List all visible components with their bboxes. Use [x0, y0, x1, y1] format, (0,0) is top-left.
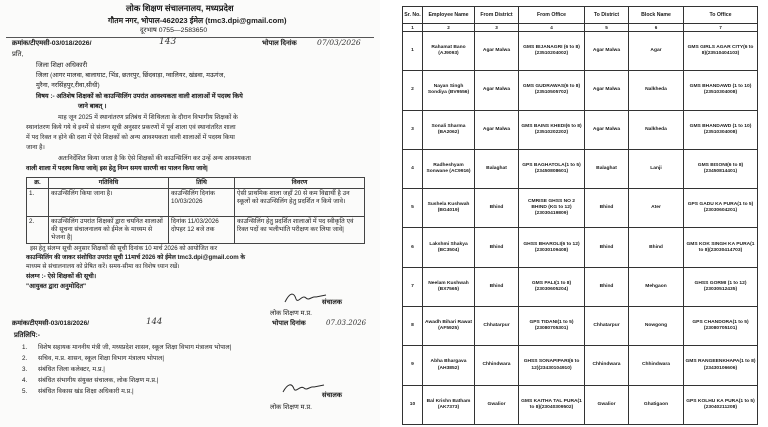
column-number: 6 — [629, 24, 684, 32]
copy-no: 5. — [22, 388, 28, 395]
column-number: 4 — [519, 24, 585, 32]
after-table-line: माध्यम से संचालनालय को प्रेषित करें। समय-सीमा का विशेष ध्यान रखें। — [26, 263, 180, 270]
cell-from-district: Agar Malwa — [475, 110, 519, 149]
copy-item: विशेष सहायक माननीय मंत्री जी, मध्यप्रदेश शासन, स्कूल शिक्षा विभाग मंत्रालय भोपाल| — [38, 344, 232, 351]
subject-line-2: जाने बाबत् । — [78, 103, 107, 110]
subject-line-1: विषय :- अतिशेष शिक्षकों को काउन्सिलिंग उपरांत आवश्यकता वाली शालाओं में पदस्थ किये — [36, 93, 243, 100]
ref2-place-date-label: भोपाल दिनांक — [272, 320, 306, 327]
cell-sr: 8 — [403, 307, 423, 346]
cell-sr: 3 — [403, 110, 423, 149]
cell-block: Bhind — [629, 228, 684, 267]
letter-page — [0, 0, 380, 427]
letter-org-heading: लोक शिक्षण संचालनालय, मध्यप्रदेश — [126, 3, 234, 13]
copy-no: 2. — [22, 355, 28, 362]
cell-employee-name: Bal Krishn Batham (AK7373) — [423, 385, 475, 424]
copy-no: 1. — [22, 344, 28, 351]
recipient-line-2: जिला (आगर मालवा, बालाघाट, भिंड, छतरपुर, छिंदवाड़ा, ग्वालियर, खंडवा, मऊगंज, — [36, 72, 226, 79]
after-table-line: काउन्सिलिंग की जाकर संशोधित उपरांत सूची 11मार्च 2026 को ईमेल tmc3.dpi@gmail.com के — [26, 254, 246, 261]
copy-item: संबंधित संभागीय संयुक्त संचालक, लोक शिक्षण म.प्र.| — [38, 377, 159, 384]
schedule-no: 2. — [27, 217, 49, 244]
cell-from-district: Bhind — [475, 189, 519, 228]
cell-block: Ghatigaon — [629, 385, 684, 424]
cell-to-district: Bhind — [585, 267, 629, 306]
schedule-row — [27, 189, 365, 217]
schedule-header-cell: तिथि — [169, 178, 235, 189]
ref-date-handwritten: 07/03/2026 — [317, 38, 361, 47]
cell-from-office: GMS BIJANAGRI (6 to 8)(23510204002) — [519, 32, 585, 71]
cell-block: Nowgong — [629, 307, 684, 346]
cell-to-district: Agar Malwa — [585, 32, 629, 71]
cell-from-office: GHSS SONAPIPARI(6 to 12)(23430104910) — [519, 346, 585, 385]
schedule-row — [27, 217, 365, 244]
cell-from-district: Bhind — [475, 267, 519, 306]
to-label: प्रति, — [12, 51, 24, 58]
cell-from-office: GPS TIDANI(1 to 5)(23080705301) — [519, 307, 585, 346]
cell-to-district: Balaghat — [585, 149, 629, 188]
cell-from-district: Gwalior — [475, 385, 519, 424]
cell-employee-name: Neelam Kushwah (BX7565) — [423, 267, 475, 306]
teacher-list-page — [392, 0, 768, 427]
cell-from-district: Balaghat — [475, 149, 519, 188]
schedule-date: काउन्सिलिंग दिनांक 10/03/2026 — [169, 189, 235, 217]
cell-block: Nalkheda — [629, 71, 684, 110]
cell-to-office: GHSS GORMI (1 to 12)(23030512435) — [684, 267, 758, 306]
cell-to-office: GMS KOK SINGH KA PURA(1 to 8)(23030414703) — [684, 228, 758, 267]
cell-from-office: GMS KAITHA TAL PURA(1 to 8)(23040309502) — [519, 385, 585, 424]
after-table-line: इस हेतु संलग्न सूची अनुसार शिक्षकों की सूची दिनांक 10 मार्च 2026 को आयोजित कर — [30, 245, 218, 252]
schedule-activity: काउन्सिलिंग किया जाना है। — [49, 189, 169, 217]
cell-to-office: GPS GADU KA PURA(1 to 5)(23030604201) — [684, 189, 758, 228]
letter-phone: दूरभाष 0755—2583650 — [140, 27, 208, 34]
copy-label: प्रतिलिपि:- — [14, 332, 41, 339]
body-line: में पद रिक्त न होने की दशा में ऐसे शिक्षकों को अन्य आवश्यकता वाली शालाओं में पदस्थ किया — [26, 134, 235, 141]
schedule-detail: काउन्सिलिंग हेतु प्रदर्शित शालाओं में पद स्वीकृति एवं रिक्त पदों का भलीभांति परीक्षण कर लिया जावे| — [235, 217, 365, 244]
column-number: 5 — [585, 24, 629, 32]
ref2-prefix: क्रमांक/टीएमसी-03/018/2026/ — [12, 320, 90, 327]
cell-from-office: GHSS BHAROLI(6 to 12)(23030109408) — [519, 228, 585, 267]
ref2-date-handwritten: 07.03.2026 — [326, 319, 367, 327]
cell-block: Chhindwara — [629, 346, 684, 385]
copy-item: सचिव, म.प्र. शासन, स्कूल शिक्षा विभाग मंत्रालय भोपाल| — [38, 355, 164, 362]
schedule-detail: ऐसी प्राथमिक शाला जहाँ 20 से कम विद्यार्थी है उन स्कूलों को काउन्सिलिंग हेतु प्रदर्शित न किये जावे। — [235, 189, 365, 217]
cell-sr: 7 — [403, 267, 423, 306]
cell-from-office: GMS PALI(1 to 8)(23030605204) — [519, 267, 585, 306]
cell-to-district: Agar Malwa — [585, 110, 629, 149]
cell-from-district: Chhindwara — [475, 346, 519, 385]
list-header-row — [403, 7, 758, 24]
cell-to-office: GMS BISONI(6 to 8)(23450814401) — [684, 149, 758, 188]
ref-number-handwritten: 143 — [159, 37, 177, 47]
signatory-title-2: संचालक — [322, 392, 342, 399]
cell-from-district: Agar Malwa — [475, 71, 519, 110]
cell-to-office: GMS GIRLS AGAR CITY(6 to 8)(23510404103) — [684, 32, 758, 71]
cell-employee-name: Sushela Kushwah (BG4019) — [423, 189, 475, 228]
column-number: 1 — [403, 24, 423, 32]
table-row — [403, 385, 758, 424]
cell-sr: 10 — [403, 385, 423, 424]
schedule-header-cell: क्र. — [27, 178, 49, 189]
copy-no: 3. — [22, 366, 28, 373]
cell-employee-name: Sonali Sharma (BA2062) — [423, 110, 475, 149]
cell-sr: 2 — [403, 71, 423, 110]
schedule-header-cell: गतिविधि — [49, 178, 169, 189]
table-row — [403, 110, 758, 149]
cell-employee-name: Radheshyam Sonwane (AC9916) — [423, 149, 475, 188]
ref-place-date-label: भोपाल दिनांक — [262, 40, 297, 47]
cell-from-district: Bhind — [475, 228, 519, 267]
cell-block: Nalkheda — [629, 110, 684, 149]
cell-to-office: GMS BHANDAWD (1 to 10)(23510304008) — [684, 71, 758, 110]
list-header-to-office: To Office — [684, 7, 758, 24]
cell-from-office: CMRISE GHSS NO 2 BHIND (KG to 12)(23030419809) — [519, 189, 585, 228]
table-row — [403, 149, 758, 188]
cell-to-office: GMS RANGEENKHAPA(1 to 8)(23430106606) — [684, 346, 758, 385]
cell-from-office: GPS BAGHATOLA(1 to 5)(23450808601) — [519, 149, 585, 188]
ref2-number-handwritten: 144 — [146, 317, 163, 327]
list-header-to-district: To District — [585, 7, 629, 24]
cell-employee-name: Abha Bhargava (AH3852) — [423, 346, 475, 385]
list-header-from-office: From Office — [519, 7, 585, 24]
signatory-title-1: संचालक — [322, 299, 342, 306]
column-number: 3 — [475, 24, 519, 32]
cell-to-office: GPS KOLHU KA PURA(1 to 5)(23040211208) — [684, 385, 758, 424]
schedule-header-cell: विवरण — [235, 178, 365, 189]
table-row — [403, 32, 758, 71]
schedule-date: दिनांक 11/03/2026 दोपहर 12 बजे तक — [169, 217, 235, 244]
cell-block: Agar — [629, 32, 684, 71]
table-row — [403, 228, 758, 267]
body-line: माह जून 2025 में स्थानांतरण प्रतिबंध में शिथिलता के दौरान विभागीय शिक्षकों के — [58, 114, 238, 121]
cell-to-district: Bhind — [585, 189, 629, 228]
cell-employee-name: Rahamat Bano (AJ9093) — [423, 32, 475, 71]
signatory-org-1: लोक शिक्षण म.प्र. — [270, 310, 312, 317]
copy-item: संबंधित जिला कलेक्टर, म.प्र.| — [38, 366, 105, 373]
recipient-line-3: मुरैना, नरसिंहपुर,रीवा,सीधी) — [36, 82, 100, 89]
cell-to-district: Gwalior — [585, 385, 629, 424]
list-header-from-district: From District — [475, 7, 519, 24]
cell-to-district: Bhind — [585, 228, 629, 267]
recipient-line-1: जिला शिक्षा अधिकारी — [36, 62, 88, 69]
cell-block: Mehgaon — [629, 267, 684, 306]
cell-employee-name: Awadh Bihari Rawat (AF5925) — [423, 307, 475, 346]
body-line: जाना है। — [26, 144, 45, 151]
cell-from-office: GMS BAINS KHEDI(6 to 8)(23510202202) — [519, 110, 585, 149]
cell-to-office: GMS BHANDAWD (1 to 10)(23510304008) — [684, 110, 758, 149]
cell-to-district: Chhatarpur — [585, 307, 629, 346]
list-header-sr: Sr. No. — [403, 7, 423, 24]
letter-address: गौतम नगर, भोपाल-462023 ईमेल (tmc3.dpi@gmail.com) — [108, 16, 287, 25]
list-column-number-row — [403, 24, 758, 32]
approval-note: "आयुक्त द्वारा अनुमोदित" — [26, 283, 87, 290]
cell-employee-name: Lakshmi Shakya (BC3504) — [423, 228, 475, 267]
ref-number-prefix: क्रमांक/टीएमसी-03/018/2026/ — [12, 40, 92, 47]
column-number: 7 — [684, 24, 758, 32]
body-line: स्थानांतरण किये गये थे इनमें से संलग्न सूची अनुसार प्रकरणों में पूर्व शाला एवं स्थानांतरित शाला — [26, 124, 236, 131]
list-header-block: Block Name — [629, 7, 684, 24]
column-number: 2 — [423, 24, 475, 32]
table-row — [403, 307, 758, 346]
table-row — [403, 267, 758, 306]
cell-from-district: Agar Malwa — [475, 32, 519, 71]
cell-to-district: Chhindwara — [585, 346, 629, 385]
cell-to-district: Agar Malwa — [585, 71, 629, 110]
copy-no: 4. — [22, 377, 28, 384]
schedule-table — [26, 177, 365, 244]
table-row — [403, 346, 758, 385]
cell-employee-name: Nayan Singh Sondiya (BV9556) — [423, 71, 475, 110]
cell-sr: 5 — [403, 189, 423, 228]
cell-to-office: GPS CHANDORA(1 to 5)(23080705101) — [684, 307, 758, 346]
schedule-no: 1. — [27, 189, 49, 217]
cell-from-office: GMS GUDRAWAS(6 to 8)(23510505702) — [519, 71, 585, 110]
teacher-list-table — [402, 6, 758, 425]
schedule-activity: काउन्सिलिंग उपरांत शिक्षकों द्वारा चयनित शालाओं की सूचना संचालनालय को ईमेल के माध्यम से भेजना है| — [49, 217, 169, 244]
cell-block: Ater — [629, 189, 684, 228]
enclosure-note: संलग्न :- ऐसे शिक्षकों की सूची। — [26, 273, 97, 280]
cell-from-district: Chhatarpur — [475, 307, 519, 346]
copy-item: संबंधित विकास खंड शिक्षा अधिकारी म.प्र.| — [38, 388, 134, 395]
schedule-header-row — [27, 178, 365, 189]
signatory-org-2: लोक शिक्षण म.प्र. — [270, 404, 312, 411]
table-row — [403, 71, 758, 110]
body-line: वाली शाला में पदस्थ किया जावे| इस हेतु निम्न समय सारणी का पालन किया जावे| — [26, 165, 208, 172]
cell-sr: 4 — [403, 149, 423, 188]
list-header-name: Employee Name — [423, 7, 475, 24]
cell-sr: 1 — [403, 32, 423, 71]
body-line: अतःनिर्देशित किया जाता है कि ऐसे शिक्षकों की काउन्सिलिंग कर उन्हें अन्य आवश्यकता — [58, 155, 251, 162]
cell-sr: 6 — [403, 228, 423, 267]
cell-sr: 9 — [403, 346, 423, 385]
table-row — [403, 189, 758, 228]
cell-block: Lanji — [629, 149, 684, 188]
